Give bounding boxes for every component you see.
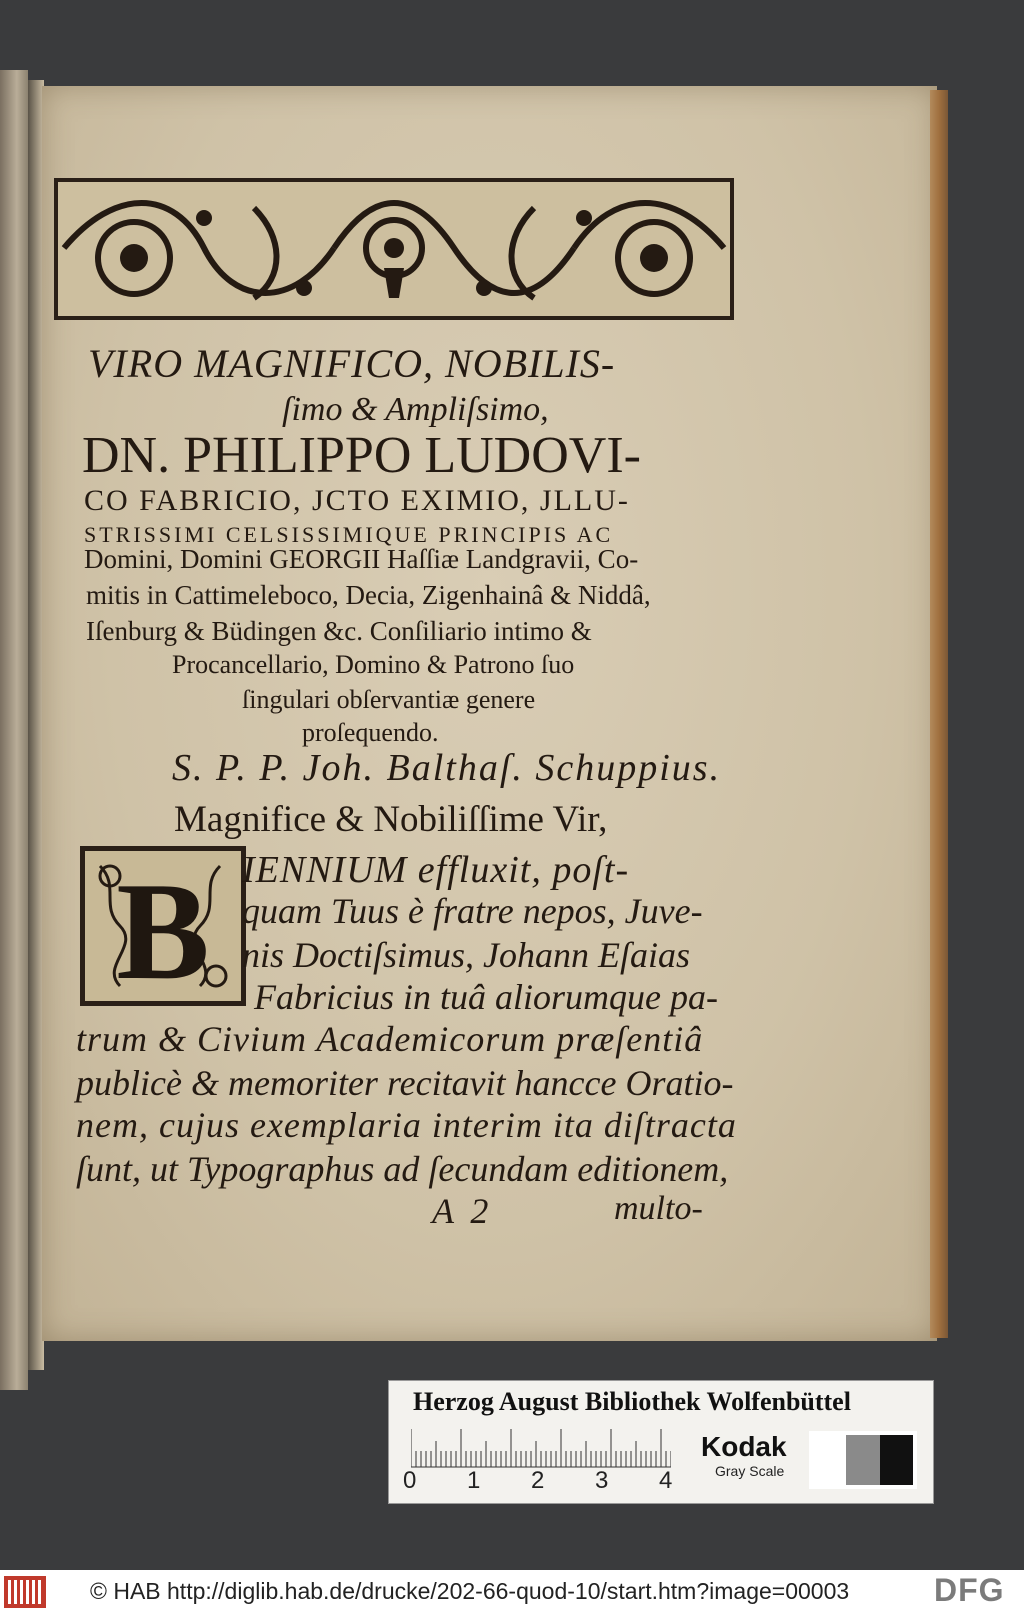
ruler-number-3: 3 bbox=[595, 1467, 609, 1494]
dedication-line-7: mitis in Cattimeleboco, Decia, Zigenhainâ & Niddâ, bbox=[86, 580, 651, 610]
body-line-8: ſunt, ut Typographus ad ſecundam editionem, bbox=[76, 1149, 729, 1189]
dfg-logo: DFG bbox=[934, 1572, 1005, 1608]
dedication-line-4: CO FABRICIO, JCTO EXIMIO, JLLU- bbox=[84, 484, 630, 517]
swatch-gray bbox=[846, 1435, 879, 1485]
swatch-black bbox=[880, 1435, 913, 1485]
ruler-number-0: 0 bbox=[403, 1467, 417, 1494]
library-name: Herzog August Bibliothek Wolfenbüttel bbox=[413, 1387, 851, 1416]
dedication-line-2: ſimo & Ampliſsimo, bbox=[282, 391, 549, 428]
dedicatee-name: DN. PHILIPPO LUDOVI- bbox=[82, 427, 641, 484]
body-line-5: trum & Civium Academicorum præſentiâ bbox=[76, 1019, 704, 1059]
book-page bbox=[42, 86, 937, 1341]
decorated-initial-b bbox=[80, 846, 246, 1006]
dedication-line-9: Procancellario, Domino & Patrono ſuo bbox=[172, 650, 575, 679]
kodak-brand: Kodak bbox=[701, 1431, 787, 1462]
ruler-number-1: 1 bbox=[467, 1467, 481, 1494]
swatch-white bbox=[813, 1435, 846, 1485]
salutation: Magnifice & Nobiliſſime Vir, bbox=[174, 799, 608, 840]
gray-scale-label: Gray Scale bbox=[715, 1463, 785, 1479]
ruler-icon bbox=[411, 1427, 671, 1469]
ruler-number-4: 4 bbox=[659, 1467, 673, 1494]
catchword: multo- bbox=[614, 1190, 703, 1227]
body-line-6: publicè & memoriter recitavit hancce Oratio- bbox=[76, 1063, 734, 1103]
footer-bar bbox=[0, 1570, 1024, 1612]
body-line-7: nem, cujus exemplaria interim ita diſtracta bbox=[76, 1105, 737, 1145]
previous-page-edge bbox=[0, 70, 28, 1390]
svg-text:B: B bbox=[116, 854, 210, 1006]
source-url: © HAB http://diglib.hab.de/drucke/202-66-quod-10/start.htm?image=00003 bbox=[90, 1578, 850, 1604]
ruler-numbers bbox=[403, 1467, 703, 1495]
body-line-1: IENNIUM effluxit, poſt- bbox=[242, 849, 630, 891]
dedication-line-6: Domini, Domini GEORGII Haſſiæ Landgravii, Co- bbox=[84, 544, 639, 574]
author-line: S. P. P. Joh. Balthaſ. Schuppius. bbox=[172, 747, 722, 789]
signature-mark: A 2 bbox=[432, 1191, 493, 1231]
color-scale-bar bbox=[388, 1380, 934, 1504]
dedication-line-5: STRISSIMI CELSISSIMIQUE PRINCIPIS AC bbox=[84, 522, 614, 547]
body-line-3: nis Doctiſsimus, Johann Eſaias bbox=[242, 935, 690, 975]
body-line-2: quam Tuus è fratre nepos, Juve- bbox=[242, 891, 703, 931]
dedication-line-10: ſingulari obſervantiæ genere bbox=[242, 685, 536, 714]
dedication-line-11: proſequendo. bbox=[302, 718, 439, 747]
page-fore-edge bbox=[930, 90, 948, 1338]
hab-logo-icon bbox=[4, 1576, 46, 1608]
gray-swatches bbox=[809, 1431, 917, 1489]
body-line-4: Fabricius in tuâ aliorumque pa- bbox=[254, 977, 718, 1017]
ruler-number-2: 2 bbox=[531, 1467, 545, 1494]
ornamental-headpiece bbox=[54, 178, 734, 320]
dedication-line-1: VIRO MAGNIFICO, NOBILIS- bbox=[88, 341, 616, 386]
dedication-line-8: Iſenburg & Büdingen &c. Conſiliario intimo & bbox=[86, 616, 592, 646]
